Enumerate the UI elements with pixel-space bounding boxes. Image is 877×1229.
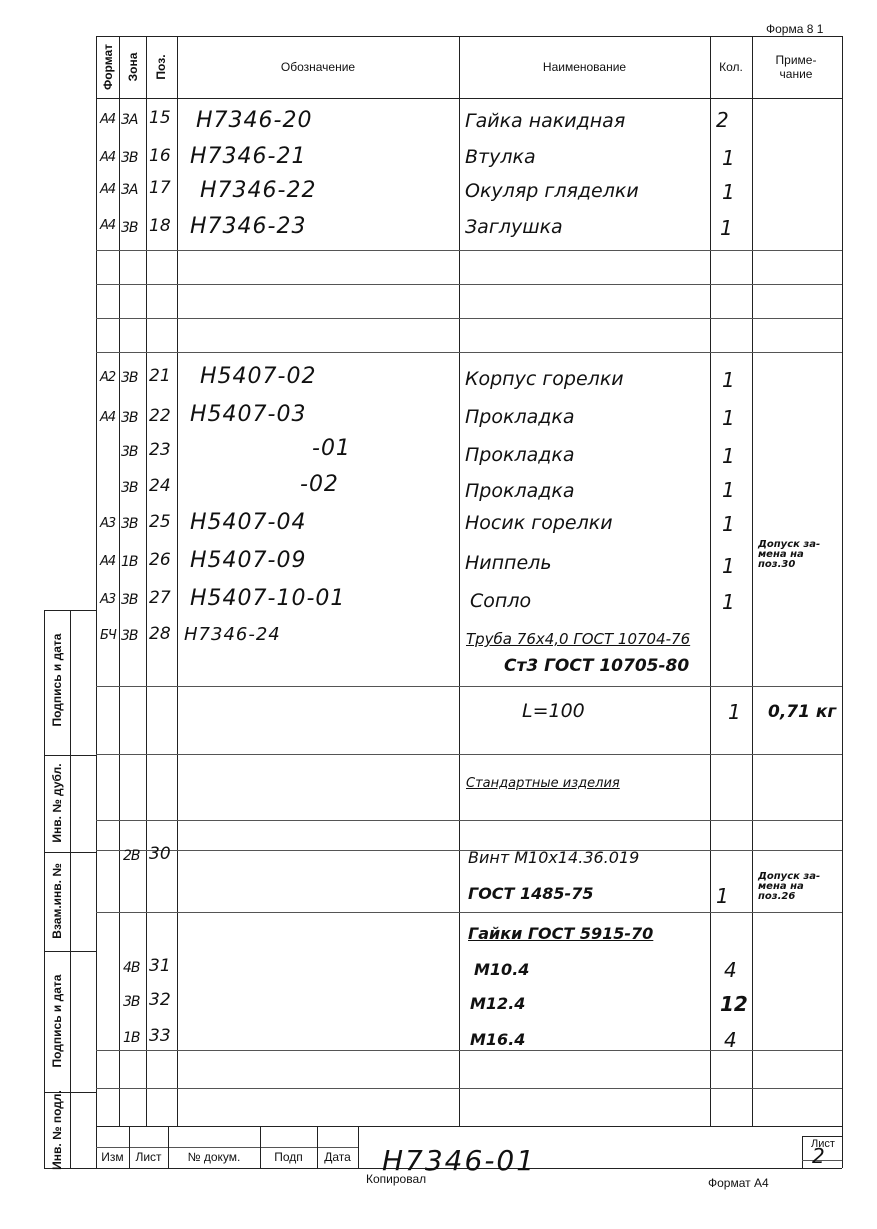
cell-zone: 3В bbox=[123, 994, 140, 1010]
cell-designation: Н5407-10-01 bbox=[190, 586, 346, 611]
cell-name: Гайка накидная bbox=[465, 110, 626, 132]
cell-qty: 1 bbox=[722, 444, 735, 468]
title-sheet-number: 2 bbox=[812, 1144, 825, 1168]
cell-name: Заглушка bbox=[465, 216, 563, 238]
cell-zone: 3В bbox=[121, 150, 138, 166]
cell-note: Допуск за- мена на поз.30 bbox=[758, 539, 821, 570]
cell-qty: 1 bbox=[722, 554, 735, 578]
side-label-inv-podl: Инв. № подл. bbox=[50, 1090, 64, 1170]
cell-pos: 16 bbox=[149, 146, 171, 166]
cell-zone: 3В bbox=[121, 370, 138, 386]
title-list: Лист bbox=[135, 1150, 162, 1164]
cell-name: Сопло bbox=[470, 590, 532, 612]
cell-pos: 21 bbox=[149, 366, 171, 386]
cell-name: Носик горелки bbox=[465, 512, 613, 534]
cell-name: Втулка bbox=[465, 146, 536, 168]
cell-name: Винт М10х14.36.019 bbox=[468, 848, 640, 867]
col-header-zone: Зона bbox=[126, 52, 140, 82]
title-podp: Подп bbox=[274, 1150, 303, 1164]
cell-format: А2 bbox=[100, 370, 116, 385]
form-label: Форма 8 1 bbox=[766, 22, 824, 36]
cell-name: Гайки ГОСТ 5915-70 bbox=[468, 924, 654, 943]
cell-qty: 1 bbox=[728, 700, 741, 724]
cell-designation: Н7346-22 bbox=[200, 178, 317, 203]
cell-qty: 1 bbox=[722, 512, 735, 536]
title-designation: Н7346-01 bbox=[382, 1144, 537, 1177]
cell-name: ГОСТ 1485-75 bbox=[468, 884, 594, 903]
cell-pos: 23 bbox=[149, 440, 171, 460]
cell-name: Корпус горелки bbox=[465, 368, 624, 390]
cell-name: Прокладка bbox=[465, 444, 575, 466]
cell-pos: 33 bbox=[149, 1026, 171, 1046]
cell-qty: 1 bbox=[722, 406, 735, 430]
cell-zone: 3В bbox=[121, 592, 138, 608]
cell-designation: -02 bbox=[300, 472, 339, 497]
cell-zone: 3В bbox=[121, 480, 138, 496]
side-label-inv-dubl: Инв. № дубл. bbox=[50, 763, 64, 843]
cell-zone: 3В bbox=[121, 410, 138, 426]
cell-qty: 12 bbox=[720, 992, 748, 1016]
cell-designation: Н7346-24 bbox=[184, 624, 281, 645]
cell-format: А4 bbox=[100, 554, 116, 569]
footer-copied: Копировал bbox=[366, 1172, 427, 1186]
cell-pos: 32 bbox=[149, 990, 171, 1010]
cell-zone: 3А bbox=[121, 182, 138, 198]
cell-zone: 4В bbox=[123, 960, 140, 976]
cell-note: 0,71 кг bbox=[768, 702, 837, 722]
cell-zone: 3В bbox=[121, 220, 138, 236]
cell-qty: 1 bbox=[722, 590, 735, 614]
cell-zone: 3В bbox=[121, 516, 138, 532]
cell-name: Ст3 ГОСТ 10705-80 bbox=[504, 656, 690, 676]
cell-format: А4 bbox=[100, 112, 116, 127]
cell-qty: 4 bbox=[724, 1028, 737, 1052]
cell-name: Ниппель bbox=[465, 552, 552, 574]
cell-zone: 2В bbox=[123, 848, 140, 864]
cell-format: БЧ bbox=[100, 628, 116, 643]
cell-pos: 17 bbox=[149, 178, 171, 198]
col-header-name: Наименование bbox=[542, 59, 627, 74]
cell-name: Окуляр гляделки bbox=[465, 180, 639, 202]
cell-name: Труба 76х4,0 ГОСТ 10704-76 bbox=[466, 630, 691, 648]
cell-designation: Н5407-02 bbox=[200, 364, 317, 389]
cell-qty: 4 bbox=[724, 958, 737, 982]
cell-qty: 2 bbox=[716, 108, 729, 132]
col-header-designation: Обозначение bbox=[280, 59, 356, 74]
cell-qty: 1 bbox=[722, 180, 735, 204]
cell-designation: Н5407-03 bbox=[190, 402, 307, 427]
cell-zone: 1В bbox=[121, 554, 138, 570]
side-label-sign-date-1: Подпись и дата bbox=[50, 633, 64, 727]
title-izm: Изм bbox=[101, 1150, 124, 1164]
cell-qty: 1 bbox=[720, 216, 733, 240]
cell-name: М16.4 bbox=[470, 1030, 526, 1049]
title-data: Дата bbox=[324, 1150, 351, 1164]
side-label-sign-date-2: Подпись и дата bbox=[50, 974, 64, 1068]
cell-note: Допуск за- мена на поз.26 bbox=[758, 871, 821, 902]
cell-name: М10.4 bbox=[474, 960, 530, 979]
section-heading-standard-items: Стандартные изделия bbox=[466, 776, 620, 791]
cell-name: L=100 bbox=[522, 700, 585, 722]
cell-pos: 30 bbox=[149, 844, 171, 864]
cell-format: А4 bbox=[100, 150, 116, 165]
cell-format: А3 bbox=[100, 516, 116, 531]
cell-pos: 27 bbox=[149, 588, 171, 608]
cell-pos: 25 bbox=[149, 512, 171, 532]
cell-pos: 28 bbox=[149, 624, 171, 644]
cell-designation: Н5407-09 bbox=[190, 548, 307, 573]
cell-pos: 24 bbox=[149, 476, 171, 496]
title-sheet-label: Лист bbox=[811, 1138, 835, 1150]
cell-qty: 1 bbox=[716, 884, 729, 908]
col-header-format: Формат bbox=[101, 44, 115, 91]
cell-name: М12.4 bbox=[470, 994, 526, 1013]
cell-qty: 1 bbox=[722, 368, 735, 392]
cell-format: А4 bbox=[100, 182, 116, 197]
cell-format: А4 bbox=[100, 218, 116, 233]
col-header-qty: Кол. bbox=[719, 59, 743, 74]
cell-zone: 3В bbox=[121, 628, 138, 644]
cell-zone: 3А bbox=[121, 112, 138, 128]
cell-name: Прокладка bbox=[465, 406, 575, 428]
cell-pos: 18 bbox=[149, 216, 171, 236]
cell-pos: 31 bbox=[149, 956, 171, 976]
cell-zone: 3В bbox=[121, 444, 138, 460]
cell-pos: 22 bbox=[149, 406, 171, 426]
cell-designation: -01 bbox=[312, 436, 351, 461]
cell-format: А3 bbox=[100, 592, 116, 607]
cell-pos: 15 bbox=[149, 108, 171, 128]
col-header-note: Приме- чание bbox=[775, 52, 817, 81]
cell-designation: Н7346-20 bbox=[196, 108, 313, 133]
side-label-vzam-inv: Взам.инв. № bbox=[50, 863, 64, 939]
cell-designation: Н7346-23 bbox=[190, 214, 307, 239]
cell-pos: 26 bbox=[149, 550, 171, 570]
cell-designation: Н7346-21 bbox=[190, 144, 307, 169]
title-doc-no: № докум. bbox=[187, 1150, 241, 1164]
footer-format: Формат А4 bbox=[708, 1176, 769, 1190]
cell-zone: 1В bbox=[123, 1030, 140, 1046]
col-header-pos: Поз. bbox=[154, 54, 168, 80]
cell-name: Прокладка bbox=[465, 480, 575, 502]
cell-qty: 1 bbox=[722, 478, 735, 502]
cell-format: А4 bbox=[100, 410, 116, 425]
cell-designation: Н5407-04 bbox=[190, 510, 307, 535]
cell-qty: 1 bbox=[722, 146, 735, 170]
